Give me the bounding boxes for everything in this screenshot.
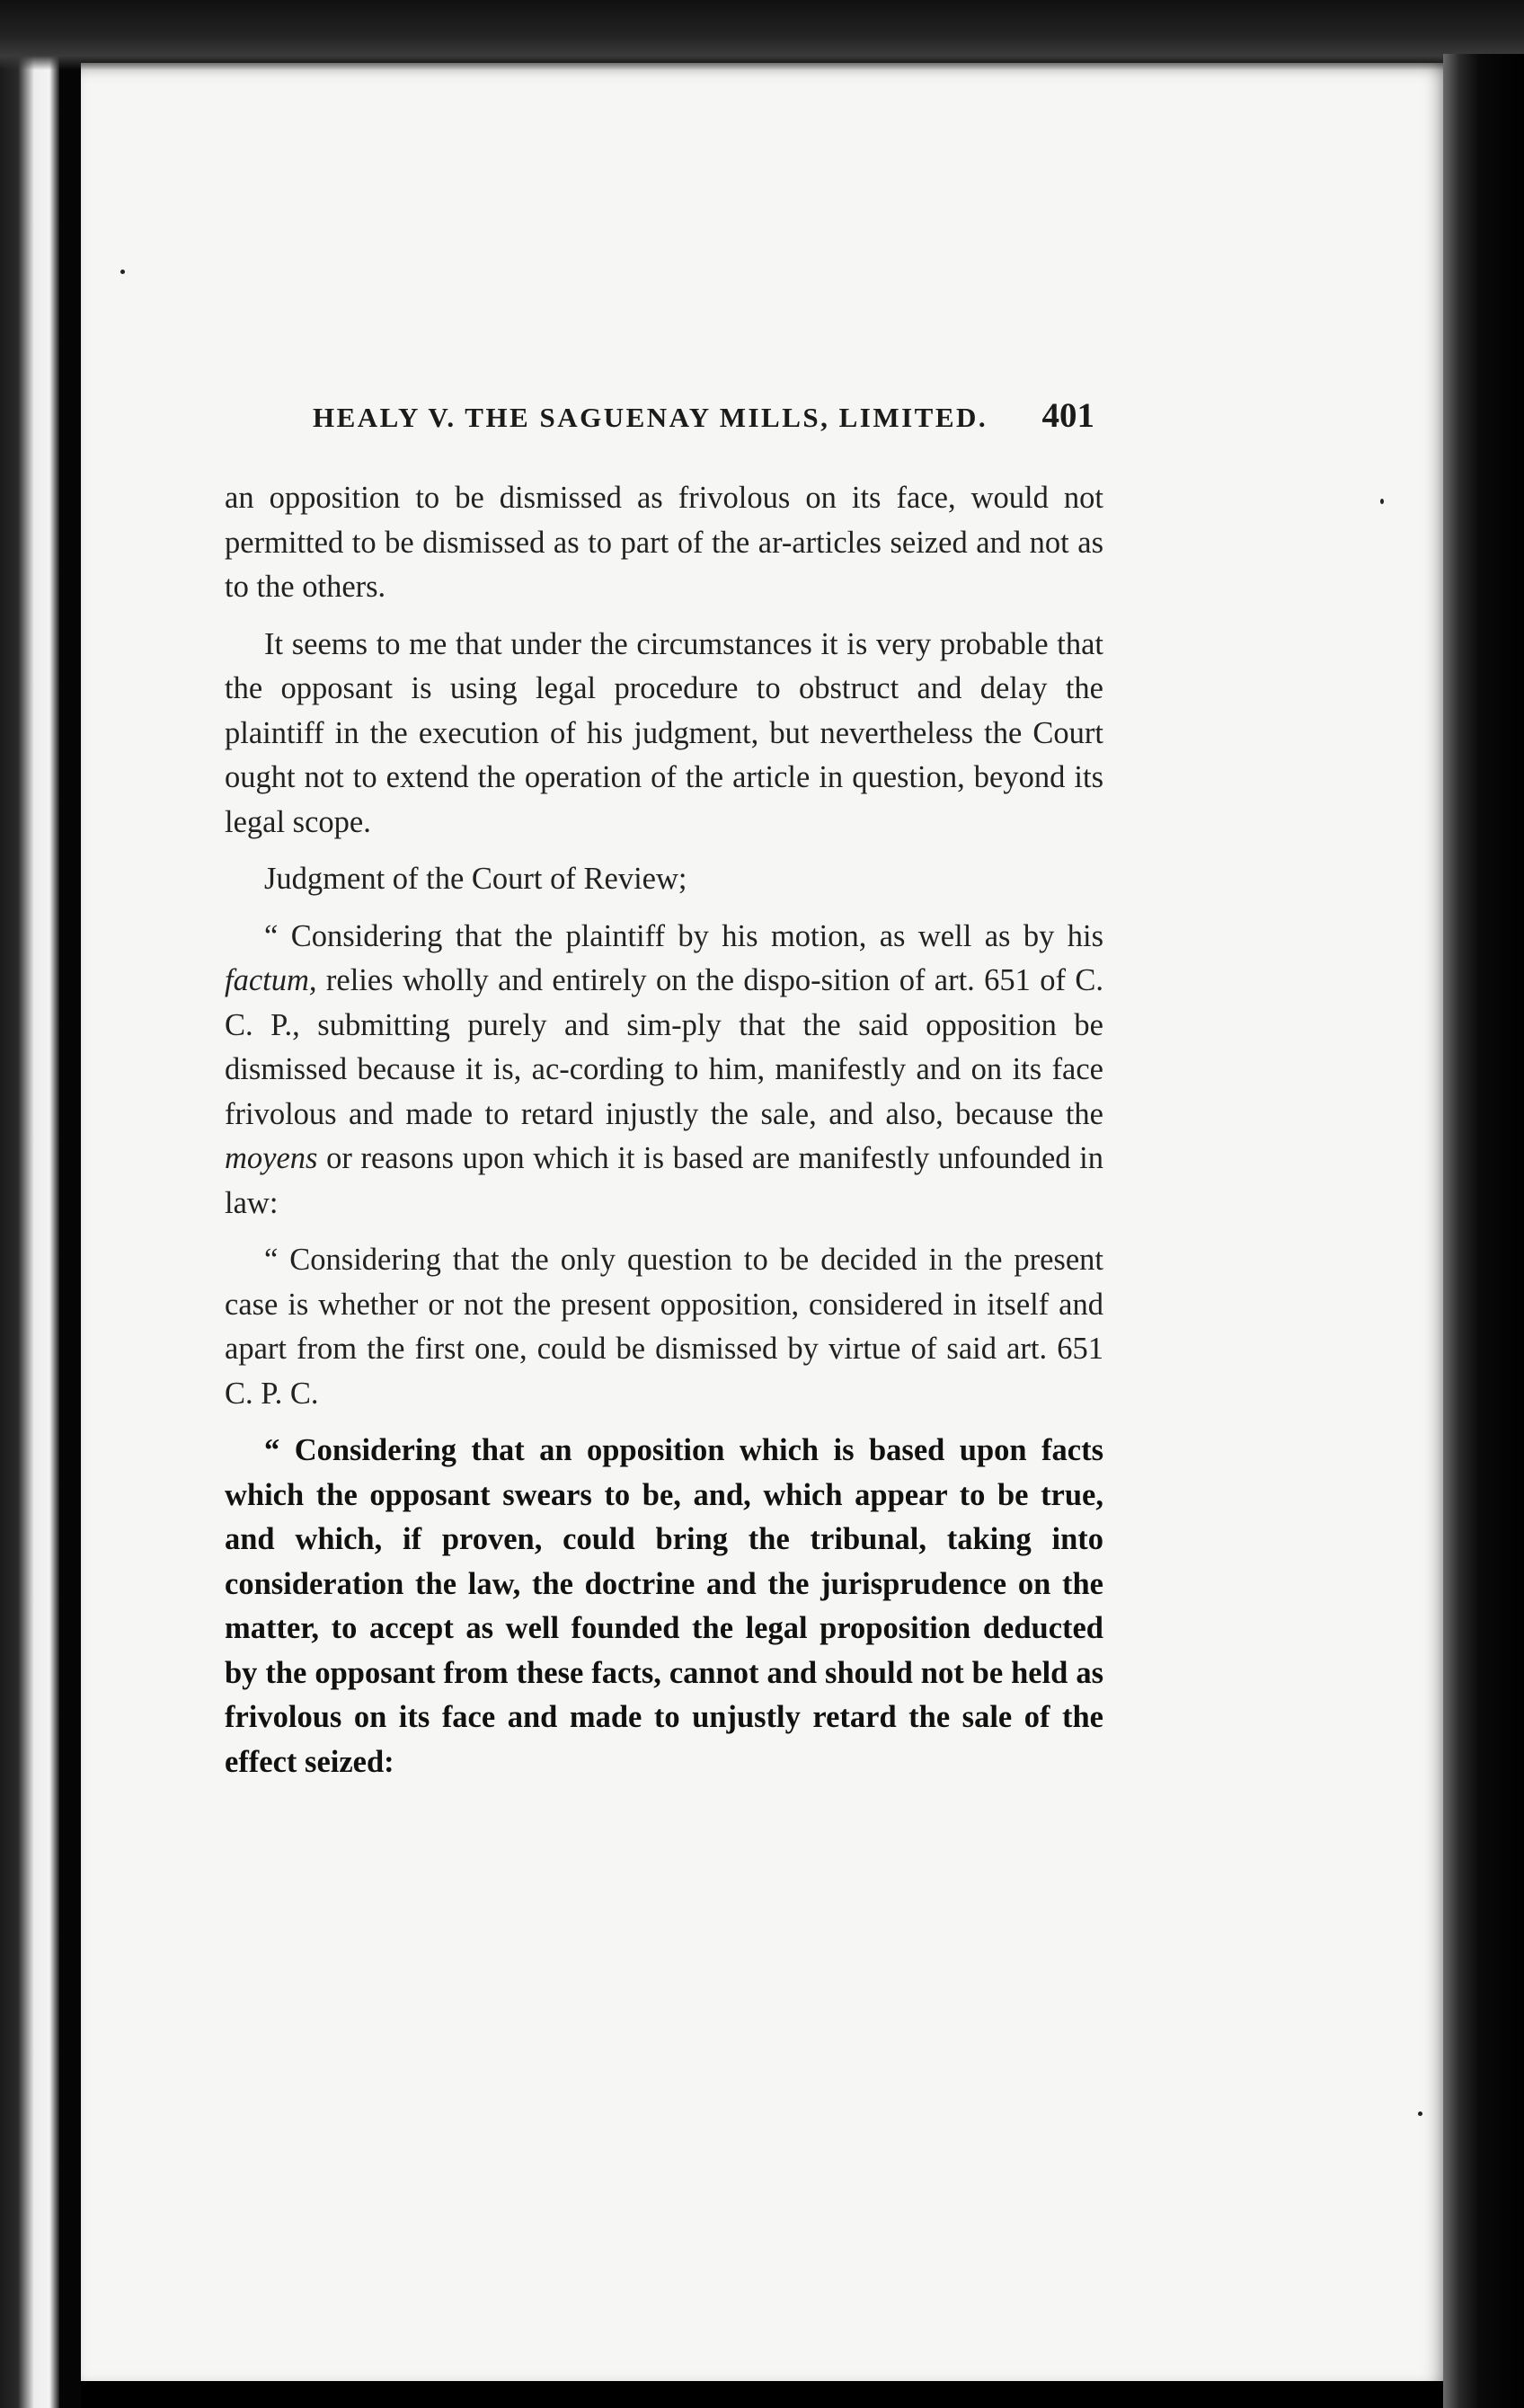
- adjacent-page-edge: [0, 0, 59, 2408]
- body-text: [225, 476, 1103, 1797]
- paragraph-continuation: an opposition to be dismissed as frivolous on its face, would not permitted to be dismissed as to part of the ar-articles seized and not as to the others.: [225, 481, 1103, 604]
- paragraph-considering-1: [225, 915, 1103, 1226]
- paragraph-considering-2: “ Considering that the only question to be decided in the present case is whether or not the present opposition, considered in itself and apart from the first one, could be dismissed by virtue of said art. 651 C. P. C.: [225, 1243, 1103, 1411]
- considering-1-text-b: relies wholly and entirely on the dispo-sition of art. 651 of C. C. P., submitting purely and sim-ply that the said opposition be dismissed because it is, ac-cording to him, manifestly and on its face frivolous and made to retard injustly the sale, and also, because the: [225, 963, 1103, 1131]
- book-gutter: [59, 0, 81, 2408]
- moyens-term: moyens: [225, 1141, 318, 1175]
- right-scan-edge: [1443, 54, 1524, 2408]
- running-header: [313, 395, 1094, 436]
- paragraph-judgment-heading: Judgment of the Court of Review;: [264, 862, 687, 896]
- top-scan-edge: [0, 0, 1524, 70]
- scan-speck: [1380, 499, 1384, 504]
- paragraph-considering-3: “ Considering that an opposition which is based upon facts which the opposant swears to be, and, which appear to be true, and which, if proven, could bring the tribunal, taking into consideration the law, the doctrine and the jurisprudence on the matter, to accept as well founded the legal proposition deducted by the opposant from these facts, cannot and should not be held as frivolous on its face and made to unjustly retard the sale of the effect seized:: [225, 1433, 1103, 1779]
- page-number: 401: [1041, 396, 1094, 435]
- running-title: HEALY V. THE SAGUENAY MILLS, LIMITED.: [313, 402, 988, 433]
- considering-1-text-c: or reasons upon which it is based are manifestly unfounded in law:: [225, 1141, 1103, 1220]
- considering-1-text-a: “ Considering that the plaintiff by his motion, as well as by his: [264, 918, 1103, 953]
- scan-speck: [1418, 2111, 1422, 2116]
- paragraph-opinion: It seems to me that under the circumstances it is very probable that the opposant is using legal procedure to obstruct and delay the plaintiff in the execution of his judgment, but nevertheless the Court ought not to extend the operation of the article in question, beyond its legal scope.: [225, 626, 1103, 839]
- factum-term: factum,: [225, 963, 317, 997]
- scan-speck: [120, 270, 125, 274]
